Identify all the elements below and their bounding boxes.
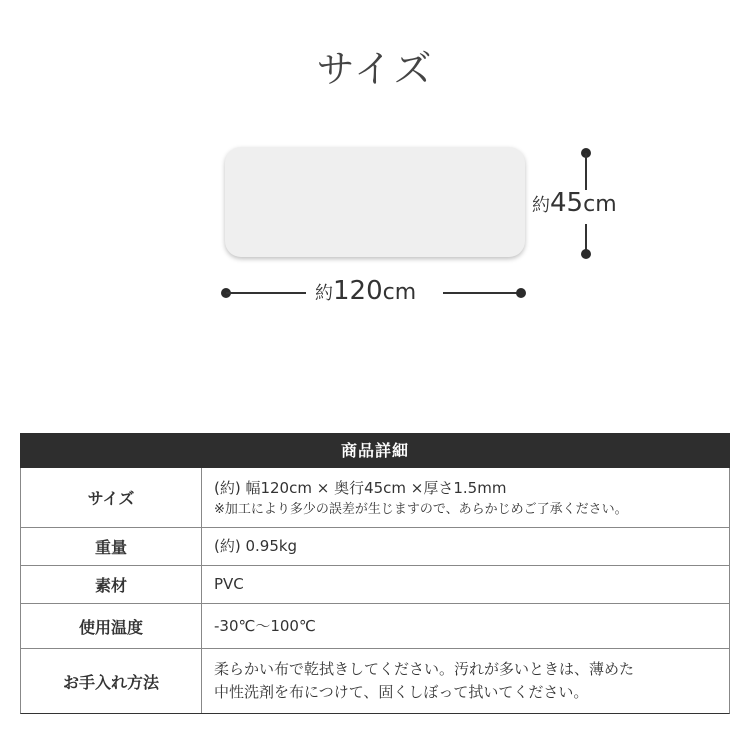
row-value: (約) 0.95kg xyxy=(214,537,298,555)
product-mat-illustration xyxy=(225,147,525,257)
width-dimension-line-left xyxy=(226,292,306,294)
row-label: 重量 xyxy=(21,528,202,565)
table-row-temperature xyxy=(20,604,730,649)
width-prefix: 約 xyxy=(315,283,333,304)
depth-number: 45 xyxy=(550,188,584,218)
table-row-size xyxy=(20,468,730,528)
row-label: 素材 xyxy=(21,566,202,603)
row-label: サイズ xyxy=(21,468,202,527)
care-line-2: 中性洗剤を布につけて、固くしぼって拭いてください。 xyxy=(214,683,589,701)
row-value xyxy=(202,468,729,527)
care-line-1: 柔らかい布で乾拭きしてください。汚れが多いときは、薄めた xyxy=(214,660,635,678)
table-row-weight xyxy=(20,528,730,566)
table-row-care xyxy=(20,649,730,714)
width-unit: cm xyxy=(382,280,417,305)
table-row-material xyxy=(20,566,730,604)
width-dimension-right-dot xyxy=(516,288,526,298)
size-value: (約) 幅120cm × 奥行45cm ×厚さ1.5mm xyxy=(214,478,507,497)
row-value: PVC xyxy=(214,575,244,593)
size-note: ※加工により多少の誤差が生じますので、あらかじめご了承ください。 xyxy=(214,501,628,517)
product-details-table xyxy=(20,433,730,714)
depth-dimension-label xyxy=(532,188,617,218)
width-dimension-label xyxy=(315,276,416,306)
table-header: 商品詳細 xyxy=(20,433,730,468)
width-dimension-line-right xyxy=(443,292,520,294)
row-label: お手入れ方法 xyxy=(21,649,202,713)
section-title: サイズ xyxy=(316,47,434,91)
depth-dimension-bottom-dot xyxy=(581,249,591,259)
row-value: -30℃～100℃ xyxy=(214,616,316,635)
depth-prefix: 約 xyxy=(532,195,550,216)
depth-dimension-line-upper xyxy=(585,153,587,190)
row-label: 使用温度 xyxy=(21,604,202,648)
row-value xyxy=(202,649,729,713)
width-number: 120 xyxy=(333,276,383,306)
depth-unit: cm xyxy=(583,192,617,217)
